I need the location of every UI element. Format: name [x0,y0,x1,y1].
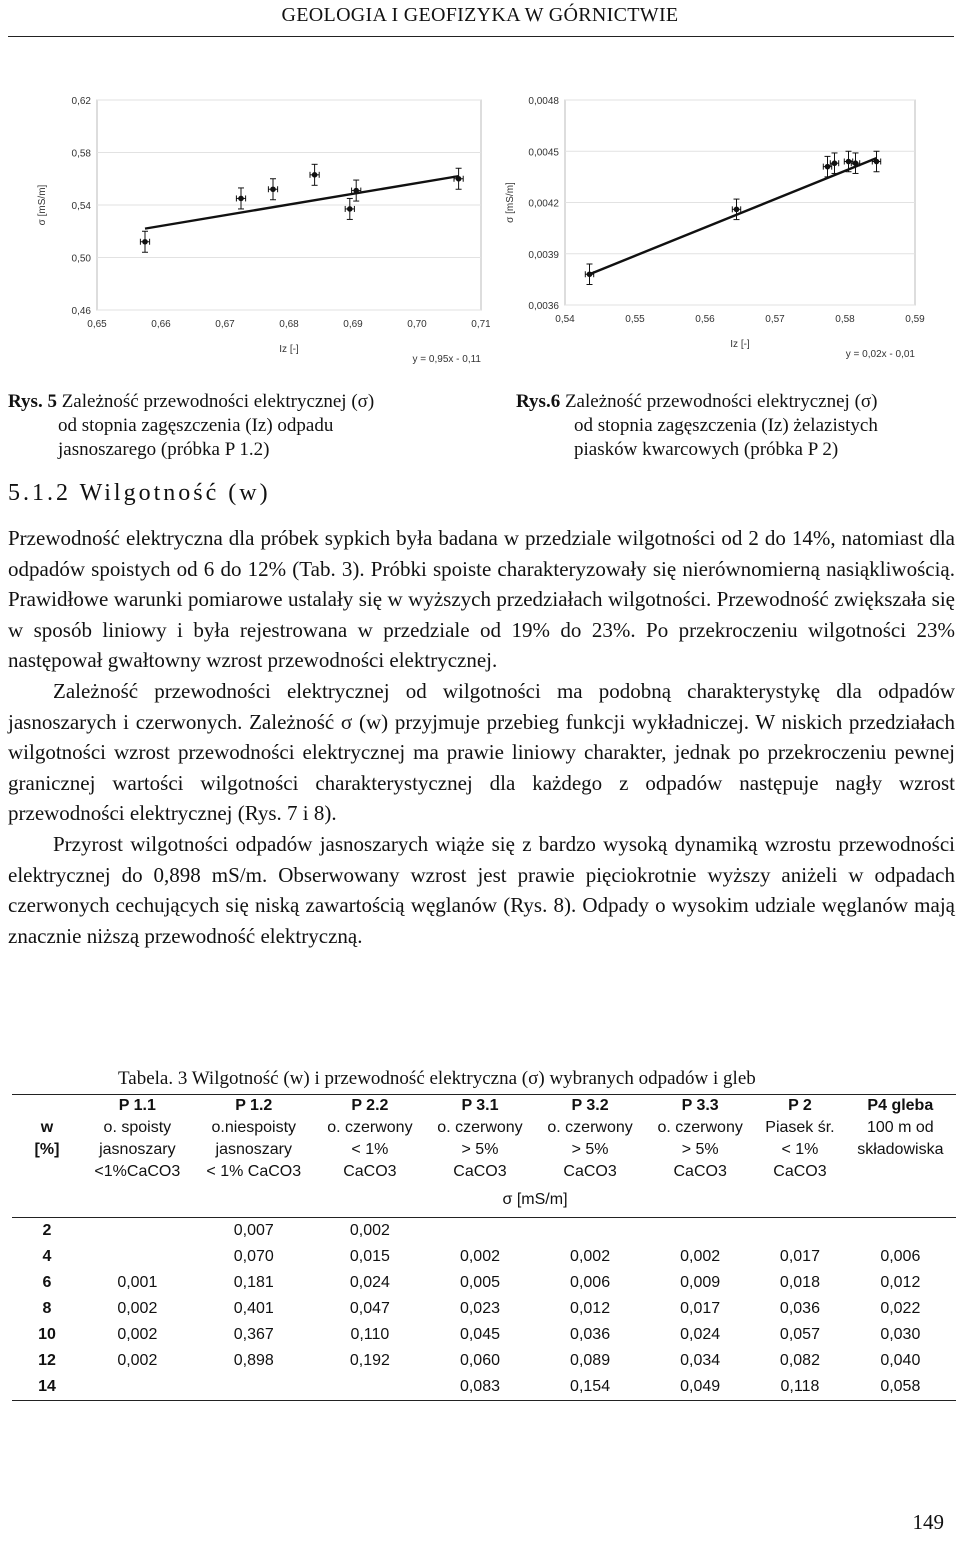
table-row [12,1322,956,1348]
table-column-desc: o. czerwony [657,1119,743,1136]
table-unit-cell [845,1183,956,1218]
table-unit-row [12,1183,956,1218]
body-text [8,523,955,951]
table-column-id: P 3.1 [425,1095,535,1118]
paragraph-1: Przewodność elektryczna dla próbek sypkich była badana w przedziale wilgotności od 2 do 14%, natomiast dla odpadów spoistych od 6 do 12% (Tab. 3). Próbki spoiste charakteryzowały się nierównomierną nasiąkliwością. Prawidłowe warunki pomiarowe ustalały się w wyższych przedziałach wilgotności. Przewodność zwiększała się w sposób liniowy i była rejestrowana w przedziale od 19% do 23%. Po przekroczeniu wilgotności 23% następował gwałtowny wzrost przewodności elektrycznej. [8,526,955,673]
fig6-data-point [734,207,740,213]
table-cell [82,1374,193,1401]
table-cell: 0,002 [117,1326,158,1343]
figure5-caption-line1: Zależność przewodności elektrycznej (σ) [56,391,375,412]
running-header: GEOLOGIA I GEOFIZYKA W GÓRNICTWIE [281,4,679,26]
fig5-data-point [142,239,148,245]
table-header-row [12,1139,956,1161]
table-unit-cell [193,1183,315,1218]
table-cell: 0,002 [459,1248,500,1265]
fig5-y-tick-label: 0,46 [71,306,91,317]
table-cell: 0,083 [425,1374,535,1401]
table-column-desc: CaCO3 [563,1163,617,1180]
table-column-desc: CaCO3 [673,1163,727,1180]
fig6-data-point [832,160,838,166]
table-column-desc: składowiska [857,1141,944,1158]
fig5-y-tick-label: 0,54 [71,201,91,212]
figure5-caption-line3: jasnoszarego (próbka P 1.2) [58,439,270,460]
table-header-cell [12,1095,82,1118]
fig6-y-tick-label: 0,0039 [528,249,559,261]
table-row [12,1296,956,1322]
figure5-caption-label: Rys. 5 [8,391,57,412]
table-cell: 0,006 [570,1274,611,1291]
table-cell [82,1218,193,1245]
table-column-desc: CaCO3 [453,1163,507,1180]
table-row-w: 12 [38,1352,56,1369]
table-cell: 0,040 [880,1352,921,1369]
table-unit-spacer [12,1183,82,1218]
table-column-desc: < 1% [781,1141,819,1158]
table-row-w: 6 [42,1274,52,1291]
table-cell: 0,017 [779,1248,820,1265]
table-row-w: 4 [42,1248,52,1265]
table-unit-cell: σ [mS/m] [425,1183,645,1218]
section-title: 5.1.2 Wilgotność (w) [8,480,271,506]
table-cell: 0,030 [880,1326,921,1343]
table-column-id: P 3.2 [535,1095,645,1118]
table-cell: 0,060 [459,1352,500,1369]
data-table [12,1094,956,1401]
table-column-desc: < 1% [351,1141,389,1158]
table-row [12,1348,956,1374]
table-cell: 0,024 [680,1326,721,1343]
figure5-caption-line2: od stopnia zagęszczenia (Iz) odpadu [58,415,334,436]
table-column-desc: > 5% [571,1141,609,1158]
table-caption: Tabela. 3 Wilgotność (w) i przewodność elektryczna (σ) wybranych odpadów i gleb [118,1068,756,1089]
table-unit-cell [82,1183,193,1218]
fig5-data-point [238,196,244,202]
fig6-x-tick-label: 0,58 [835,314,855,325]
table-cell [315,1374,425,1401]
figure6-caption-line3: piasków kwarcowych (próbka P 2) [574,439,839,460]
table-column-desc: o. spoisty [103,1119,172,1136]
table-cell: 0,045 [459,1326,500,1343]
figure6-svg [495,85,935,370]
table-cell: 0,082 [779,1352,820,1369]
table-cell: 0,002 [570,1248,611,1265]
fig5-y-tick-label: 0,50 [71,253,91,265]
table-unit-cell [755,1183,844,1218]
fig5-x-tick-label: 0,66 [151,319,171,330]
fig5-x-tick-label: 0,69 [343,319,363,330]
table-cell: 0,023 [459,1300,500,1317]
fig6-equation: y = 0,02x - 0,01 [845,349,915,360]
table-column-desc: CaCO3 [773,1163,827,1180]
table-cell: 0,192 [349,1352,390,1369]
fig6-x-tick-label: 0,54 [555,314,575,325]
table-cell [425,1218,535,1245]
table-unit-cell [645,1183,755,1218]
figure6-chart [495,85,935,370]
table-column-id: P 2.2 [315,1095,425,1118]
fig5-equation: y = 0,95x - 0,11 [412,354,481,365]
fig5-x-tick-label: 0,71 [471,319,490,330]
table-first-col-header: w [40,1119,54,1136]
table-column-desc: <1%CaCO3 [94,1163,181,1180]
figure5-chart [35,85,490,370]
table-cell: 0,012 [570,1300,611,1317]
fig5-data-point [312,172,318,178]
table-cell: 0,017 [680,1300,721,1317]
paragraph-2: Zależność przewodności elektrycznej od wilgotności ma podobną charakterystykę dla odpadów jasnoszarych i czerwonych. Zależność σ (w) przyjmuje przebieg funkcji wykładniczej. W niskich przedziałach wilgotności wzrost przewodności elektrycznej ma prawie liniowy charakter, jednak po przekroczeniu pewnej granicznej wartości wilgotności charakterystycznej dla każdego z odpadów następuje nagły wzrost przewodności elektrycznej (Rys. 7 i 8). [8,678,955,826]
figure6-caption-line2: od stopnia zagęszczenia (Iz) żelazistych [574,415,878,436]
table-cell: 0,118 [755,1374,844,1401]
table-row [12,1244,956,1270]
table-row-w: 8 [42,1300,52,1317]
table-column-id: P4 gleba [845,1095,956,1118]
table-cell: 0,057 [779,1326,820,1343]
table-column-id: P 3.3 [645,1095,755,1118]
table-cell: 0,002 [117,1352,158,1369]
fig5-data-point [347,206,353,212]
fig6-trendline [590,158,877,274]
figure5-svg [35,85,490,370]
table-header-row [12,1161,956,1183]
table-column-desc: < 1% CaCO3 [206,1163,302,1180]
table-header-row [12,1117,956,1139]
fig5-x-tick-label: 0,65 [87,319,107,330]
table-cell: 0,006 [880,1248,921,1265]
page-number: 149 [912,1510,944,1534]
fig5-x-tick-label: 0,68 [279,319,299,330]
table-cell [535,1218,645,1245]
table-cell: 0,058 [845,1374,956,1401]
table-cell: 0,070 [233,1248,274,1265]
fig6-y-tick-label: 0,0045 [528,147,559,159]
fig6-x-tick-label: 0,57 [765,314,785,325]
table-cell [193,1374,315,1401]
table-cell: 0,181 [233,1274,274,1291]
table-column-desc: jasnoszary [99,1141,176,1158]
fig6-x-tick-label: 0,55 [625,314,645,325]
table-row-w: 10 [38,1326,56,1343]
fig5-data-point [270,186,276,192]
table-cell [82,1244,193,1270]
table-column-desc: CaCO3 [343,1163,397,1180]
table-cell: 0,049 [645,1374,755,1401]
table-cell: 0,009 [680,1274,721,1291]
table-cell: 0,001 [117,1274,158,1291]
fig5-x-axis-label: Iz [-] [279,344,299,355]
fig5-x-tick-label: 0,70 [407,319,427,330]
fig5-y-tick-label: 0,62 [71,96,91,107]
table-cell: 0,007 [233,1222,274,1239]
table-column-desc: > 5% [461,1141,499,1158]
figure6-caption-line1: Zależność przewodności elektrycznej (σ) [560,391,878,412]
table-row-w: 2 [42,1222,52,1239]
table-column-id: P 2 [755,1095,844,1118]
table-column-desc: jasnoszary [215,1141,292,1158]
table-column-desc: o. czerwony [437,1119,523,1136]
figure6-caption-label: Rys.6 [516,391,561,412]
table-cell: 0,012 [880,1274,921,1291]
table-column-id: P 1.2 [193,1095,315,1118]
table-column-desc: Piasek śr. [765,1119,835,1136]
table-cell: 0,154 [535,1374,645,1401]
table-cell: 0,898 [233,1352,274,1369]
fig6-y-tick-label: 0,0042 [528,198,559,210]
table-cell: 0,022 [880,1300,921,1317]
table-cell [645,1218,755,1245]
table-cell: 0,015 [349,1248,390,1265]
figure6-caption [516,390,956,462]
table-cell: 0,367 [233,1326,274,1343]
fig5-data-point [353,188,359,194]
table-row [12,1374,956,1401]
fig6-x-tick-label: 0,56 [695,314,715,325]
table-first-col-header [12,1161,82,1183]
table-cell: 0,034 [680,1352,721,1369]
header-rule [8,36,954,37]
table-cell: 0,110 [350,1326,390,1343]
fig6-y-axis-label: σ [mS/m] [505,182,516,223]
table-row-w: 14 [12,1374,82,1401]
table-cell: 0,036 [570,1326,611,1343]
fig6-data-point [853,160,859,166]
table-cell: 0,005 [459,1274,500,1291]
fig6-data-point [825,164,831,170]
table-column-desc [845,1161,956,1183]
table-unit-cell [315,1183,425,1218]
fig6-data-point [874,159,880,165]
table-first-col-header: [%] [34,1141,60,1158]
fig6-y-tick-label: 0,0036 [528,301,559,312]
fig5-trendline [145,176,459,229]
table-column-desc: 100 m od [866,1119,934,1136]
table-cell: 0,024 [349,1274,390,1291]
table-cell: 0,089 [570,1352,611,1369]
table-cell [845,1218,956,1245]
figure5-caption [8,390,458,462]
fig5-x-tick-label: 0,67 [215,319,235,330]
table-cell: 0,002 [349,1222,390,1239]
table-row [12,1218,956,1245]
table-column-desc: o. czerwony [547,1119,633,1136]
table-cell: 0,002 [680,1248,721,1265]
table-cell: 0,401 [233,1300,274,1317]
table-header-ids [12,1095,956,1118]
table-row [12,1270,956,1296]
table-cell: 0,047 [349,1300,390,1317]
fig5-y-axis-label: σ [mS/m] [37,184,48,226]
table-cell [755,1218,844,1245]
fig6-data-point [846,159,852,165]
paragraph-3: Przyrost wilgotności odpadów jasnoszarych wiąże się z bardzo wysoką dynamiką wzrostu przewodności elektrycznej do 0,898 mS/m. Obserwowany wzrost jest prawie pięciokrotnie wyższy aniżeli w odpadach czerwonych cechujących się niską zawartością węglanów (Rys. 8). Odpady o wysokim udziale węglanów mają znacznie niższą przewodność elektryczną. [8,831,955,948]
table-cell: 0,018 [779,1274,820,1291]
fig5-y-tick-label: 0,58 [71,148,91,160]
table-column-desc: > 5% [681,1141,719,1158]
table-cell: 0,002 [117,1300,158,1317]
fig6-data-point [587,271,593,277]
fig6-x-axis-label: Iz [-] [730,339,750,350]
fig5-data-point [456,176,462,182]
table-column-id: P 1.1 [82,1095,193,1118]
table-cell: 0,036 [779,1300,820,1317]
fig6-x-tick-label: 0,59 [905,314,925,325]
fig6-y-tick-label: 0,0048 [528,96,559,107]
table-column-desc: o. czerwony [327,1119,413,1136]
table-column-desc: o.niespoisty [211,1119,297,1136]
